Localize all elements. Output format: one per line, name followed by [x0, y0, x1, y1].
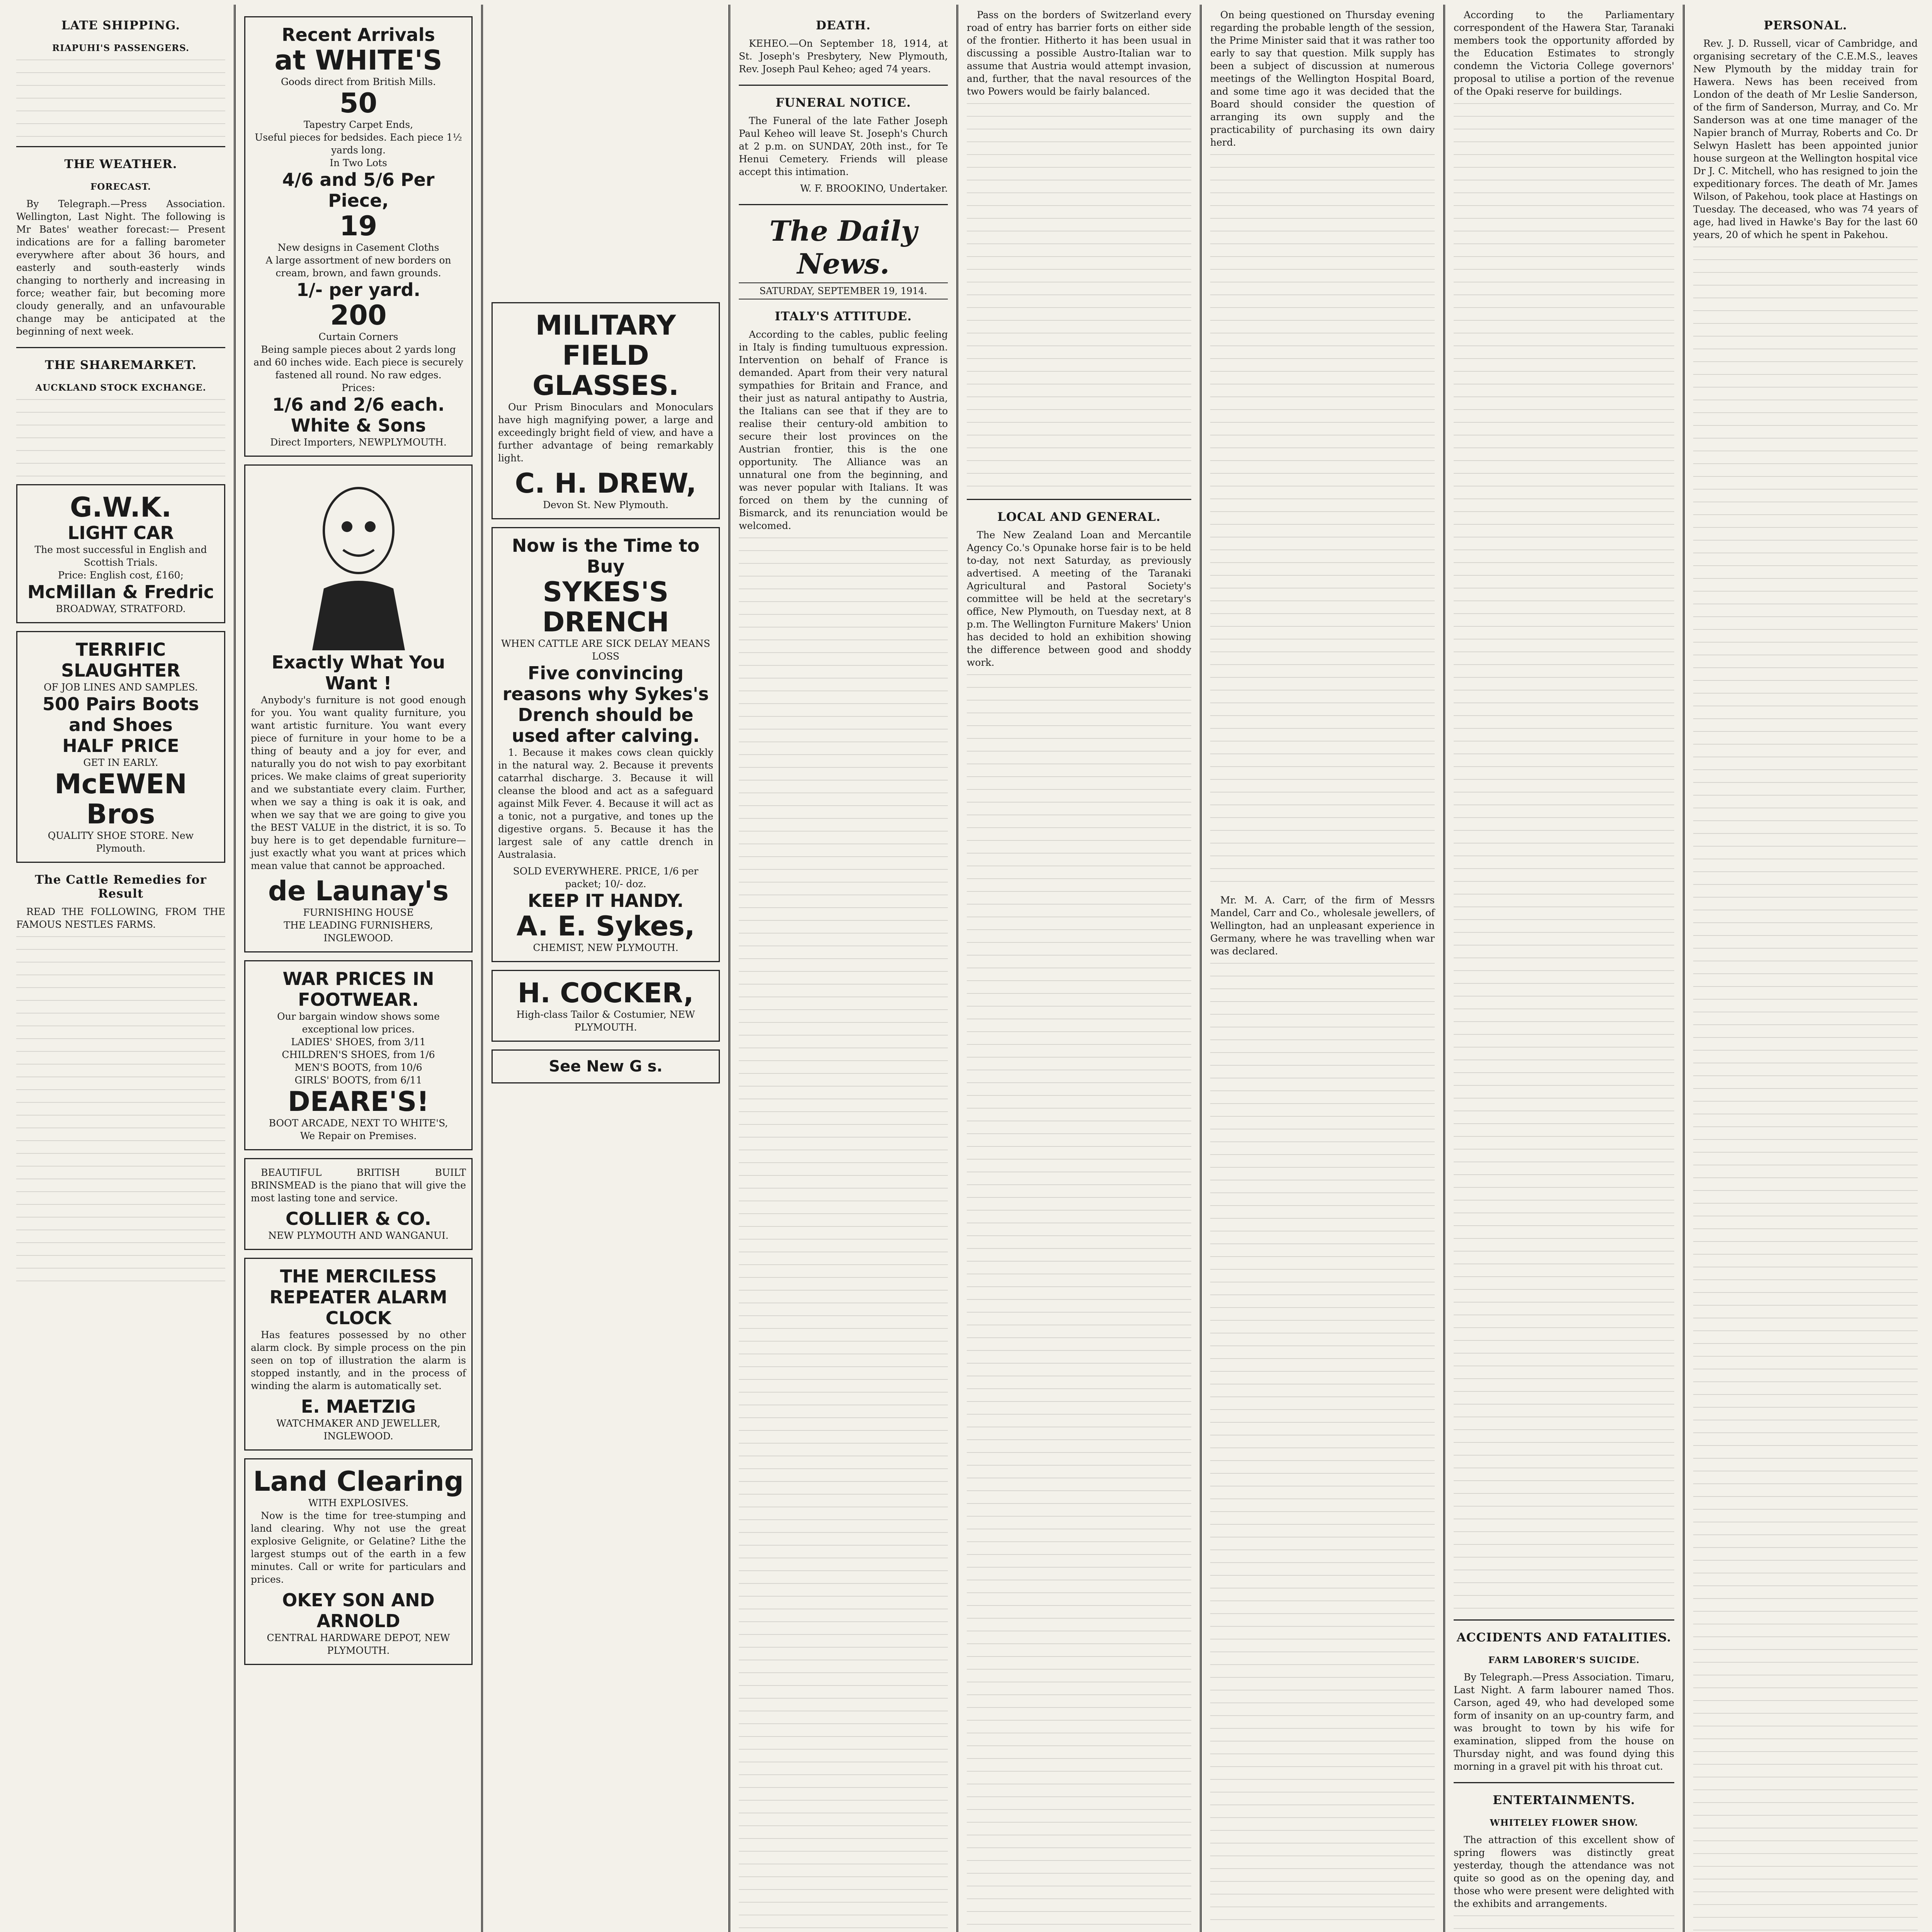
column-2 — [236, 5, 483, 1932]
cocker-ad — [492, 970, 720, 1042]
weather-subheading: FORECAST. — [90, 182, 151, 192]
military-text: Our Prism Binoculars and Monoculars have high magnifying power, a large and exceedingly bright field of view, and have a further advantage of being remarkably light. — [498, 401, 713, 464]
ladies-price: LADIES' SHOES, from 3/11 — [291, 1036, 426, 1048]
divider — [1454, 1782, 1674, 1783]
text-block — [739, 537, 948, 1932]
land-ad — [244, 1458, 473, 1665]
twolots-text: In Two Lots — [330, 157, 387, 168]
mcmillan-address: BROADWAY, STRATFORD. — [56, 603, 186, 614]
sharemarket-heading: THE SHAREMARKET. — [45, 358, 197, 372]
text-block — [1210, 963, 1435, 1932]
col6-text: On being questioned on Thursday evening regarding the probable length of the session, the Prime Minister said that it was rather too early to say that question. Milk supply has been a subject of discussion at numerous meetings of the Wellington Hospital Board, and some time ago it was decided that the Board should consider the question of arranging its own supply and the practicability of purchasing its own dairy herd. — [1210, 9, 1435, 148]
mens-price: MEN'S BOOTS, from 10/6 — [294, 1062, 422, 1073]
sick-text: WHEN CATTLE ARE SICK DELAY MEANS LOSS — [501, 638, 711, 662]
text-block — [16, 399, 225, 476]
sykes-name: A. E. Sykes, — [516, 910, 695, 942]
text-block — [1454, 103, 1674, 1610]
text-block — [16, 936, 225, 1284]
maetzig-title: E. MAETZIG — [301, 1396, 416, 1417]
nowtime-title: Now is the Time to Buy — [512, 535, 700, 577]
borders-text: A large assortment of new borders on cream, brown, and fawn grounds. — [265, 255, 451, 279]
column-5 — [958, 5, 1202, 1932]
text-block — [16, 60, 225, 137]
repair-text: We Repair on Premises. — [300, 1130, 417, 1141]
explosives-text: WITH EXPLOSIVES. — [308, 1497, 409, 1509]
mcmillan-name: McMillan & Fredric — [27, 582, 214, 602]
whites-title: at WHITE'S — [274, 44, 442, 76]
deares-ad — [244, 960, 473, 1150]
delaunay-text: Anybody's furniture is not good enough for you. You want quality furniture, you want artistic furniture. You want every piece of furniture in your home to be a thing of beauty and a joy for ever, and naturally you do not wish to pay exorbitant prices. We make claims of great superiority and we substantiate every claim. Further, when we say a thing is oak it is oak, and when we say that we are going to give you the BEST VALUE in the district, it is so. To buy here is to get dependable furniture—just exactly what you want at prices which mean value that cannot be approached. — [251, 694, 466, 871]
number-50: 50 — [339, 87, 378, 119]
drew-title: C. H. DREW, — [515, 468, 697, 499]
entertainments-heading: ENTERTAINMENTS. — [1493, 1793, 1635, 1807]
weather-heading: THE WEATHER. — [64, 157, 177, 171]
fieldglasses-ad — [492, 302, 720, 519]
importers-text: Direct Importers, NEWPLYMOUTH. — [270, 437, 447, 448]
cocker-title: H. COCKER, — [517, 977, 694, 1009]
masthead: The Daily News. — [769, 214, 917, 280]
slaughter-subtitle: OF JOB LINES AND SAMPLES. — [44, 682, 198, 693]
useful-text: Useful pieces for bedsides. Each piece 1½ yards long. — [255, 132, 462, 156]
divider — [739, 204, 948, 205]
curtain-text: Being sample pieces about 2 yards long and 60 inches wide. Each piece is securely fastened all round. No raw edges. — [253, 344, 463, 381]
military-title: MILITARY FIELD GLASSES. — [532, 310, 679, 401]
furnishers-text: THE LEADING FURNISHERS, INGLEWOOD. — [284, 920, 433, 944]
accidents-heading: ACCIDENTS AND FATALITIES. — [1456, 1631, 1672, 1645]
death-heading: DEATH. — [816, 19, 871, 32]
sold-text: SOLD EVERYWHERE. PRICE, 1/6 per packet; 10/- doz. — [513, 866, 699, 889]
warprices-title: WAR PRICES IN FOOTWEAR. — [282, 968, 434, 1010]
deares-title: DEARE'S! — [287, 1086, 429, 1117]
whites-ad — [244, 16, 473, 457]
land-text: Now is the time for tree-stumping and land clearing. Why not use the great explosive Gelignite, or Gelatine? Lithe the largest stumps out of the earth in a few minutes. Call or write for particulars and prices. — [251, 1510, 466, 1585]
brinsmead-text: BEAUTIFUL BRITISH BUILT BRINSMEAD is the piano that will give the most lasting tone and service. — [251, 1167, 466, 1204]
col5-text: Pass on the borders of Switzerland every road of entry has barrier forts on either side of the frontier. Hitherto it has been usual in discussing a possible Austro-Italian war to assume that Austria would attempt invasion, and, further, that the naval resources of the two Powers would be fairly balanced. — [967, 9, 1191, 97]
flower-text: The attraction of this excellent show of spring flowers was distinctly great yesterday, though the attendance was not quite so good as on the opening day, and those who were present were delighted with the exhibits and arrangements. — [1454, 1834, 1674, 1909]
five-reasons-title: Five convincing reasons why Sykes's Drench should be used after calving. — [502, 663, 709, 746]
girls-price: GIRLS' BOOTS, from 6/11 — [294, 1075, 422, 1086]
col7-text: According to the Parliamentary correspondent of the Hawera Star, Taranaki members took the opportunity afforded by the Education Estimates to strongly condemn the Victoria College governors' proposal to utilise a portion of the revenue of the Opaki reserve for buildings. — [1454, 9, 1674, 97]
merciless-title: THE MERCILESS REPEATER ALARM CLOCK — [269, 1266, 447, 1328]
divider — [739, 85, 948, 86]
whitesons-title: White & Sons — [291, 415, 426, 436]
italy-text: According to the cables, public feeling in Italy is finding tumultuous expression. Intervention on behalf of France is demanded. Apart from their very natural sympathies for Britain and France, and their just as natural antipathy to Austria, the Italians can see that if they are to realise their century-old ambition to secure their lost provinces on the Austrian frontier, this is the one opportunity. The Alliance was an unnatural one from the beginning, and was never popular with Italians. It was forced on them by the cunning of Bismarck, and its renunciation would be welcomed. — [739, 329, 948, 531]
sykes-ad — [492, 527, 720, 962]
landclearing-title: Land Clearing — [253, 1466, 464, 1497]
delaunay-ad — [244, 464, 473, 952]
column-6 — [1202, 5, 1445, 1932]
shipping-heading: LATE SHIPPING. — [61, 19, 180, 32]
dateline: SATURDAY, SEPTEMBER 19, 1914. — [739, 282, 948, 299]
reasons-text: 1. Because it makes cows clean quickly in the natural way. 2. Because it prevents catarrhal discharge. 3. Because it will cleanse the blood and act as a safeguard against Milk Fever. 4. Because it will act as a tonic, not a purgative, and tones up the digestive organs. 5. Because it has the largest sale of any cattle drench in Australasia. — [498, 747, 713, 860]
boots-title: 500 Pairs Boots and Shoes — [42, 694, 199, 735]
okey-subtitle: CENTRAL HARDWARE DEPOT, NEW PLYMOUTH. — [267, 1632, 450, 1656]
maetzig-subtitle: WATCHMAKER AND JEWELLER, INGLEWOOD. — [276, 1418, 440, 1442]
divider — [16, 146, 225, 147]
column-8 — [1685, 5, 1926, 1932]
cattle-text: READ THE FOLLOWING, FROM THE FAMOUS NESTLES FARMS. — [16, 906, 225, 930]
local-heading: LOCAL AND GENERAL. — [997, 510, 1161, 524]
number-19: 19 — [339, 210, 378, 242]
flower-heading: WHITELEY FLOWER SHOW. — [1490, 1818, 1638, 1828]
personal-text: Rev. J. D. Russell, vicar of Cambridge, and organising secretary of the C.E.M.S., leaves New Plymouth by the midday train for Hawera. News has been received from London of the death of Mr Leslie Sanderson, of the firm of Sanderson, Murray, and Co. Mr Sanderson was at one time manager of the Napier branch of Murray, Roberts and Co. Dr Selwyn Haslett has been appointed junior house surgeon at the Wellington hospital vice Dr J. C. Mitchell, who has resigned to join the expeditionary forces. The death of Mr. James Wilson, of Pakehou, took place at Hastings on Tuesday. The deceased, who was 74 years of age, had lived in Hawke's Bay for the last 60 years, 20 of which he spent in Pakehou. — [1693, 38, 1918, 240]
curtain-title: Curtain Corners — [318, 331, 398, 342]
col6-text-2: Mr. M. A. Carr, of the firm of Messrs Mandel, Carr and Co., wholesale jewellers, of Wellington, had an unpleasant experience in Germany, where he was travelling when war was declared. — [1210, 895, 1435, 957]
delaunay-title: de Launay's — [268, 875, 449, 907]
slaughter-title: SLAUGHTER — [61, 660, 180, 681]
cocker-subtitle: High-class Tailor & Costumier, NEW PLYMOUTH. — [516, 1009, 695, 1033]
okey-title: OKEY SON AND ARNOLD — [282, 1590, 435, 1631]
column-7 — [1445, 5, 1685, 1932]
furnishing-text: FURNISHING HOUSE — [303, 907, 414, 918]
farm-text: By Telegraph.—Press Association. Timaru, Last Night. A farm labourer named Thos. Carson, aged 49, who had developed some form of insanity on an up-country farm, and was brought to town by his wife for examination, slipped from the house on Thursday night, and was found dying this morning in a gravel pit with his throat cut. — [1454, 1672, 1674, 1772]
number-200: 200 — [330, 299, 387, 331]
local-text: The New Zealand Loan and Mercantile Agency Co.'s Opunake horse fair is to be held to-day, not next Saturday, as previously advertised. A meeting of the Taranaki Agricultural and Pastoral Society's committee will be held at the secretary's office, New Plymouth, on Tuesday next, at 8 p.m. The Wellington Furniture Makers' Union has decided to hold an exhibition showing the difference between good and shoddy work. — [967, 529, 1191, 668]
gwk-title: G.W.K. — [70, 492, 172, 523]
man-portrait-illustration — [289, 473, 428, 650]
recent-arrivals: Recent Arrivals — [282, 24, 435, 45]
goods-text: Goods direct from British Mills. — [281, 76, 436, 87]
bootarcade-text: BOOT ARCADE, NEXT TO WHITE'S, — [269, 1117, 448, 1129]
gwk-price: Price: English cost, £160; — [58, 570, 184, 581]
collier-subtitle: NEW PLYMOUTH AND WANGANUI. — [268, 1230, 449, 1241]
price-text: 4/6 and 5/6 Per Piece, — [282, 169, 435, 211]
divider — [967, 499, 1191, 500]
text-block — [1210, 154, 1435, 888]
divider — [16, 347, 225, 348]
newspaper-page — [8, 5, 1926, 1932]
text-block — [967, 674, 1191, 1932]
collier-title: COLLIER & CO. — [286, 1208, 431, 1229]
farm-heading: FARM LABORER'S SUICIDE. — [1488, 1655, 1640, 1665]
bargain-text: Our bargain window shows some exceptional low prices. — [277, 1011, 440, 1035]
text-block — [1693, 247, 1918, 1932]
mcewen-title: McEWEN Bros — [54, 768, 187, 830]
terrific-title: TERRIFIC — [75, 639, 166, 660]
italy-heading: ITALY'S ATTITUDE. — [775, 310, 912, 323]
seenew-text: See New G s. — [492, 1049, 720, 1083]
mcewen-subtitle: QUALITY SHOE STORE. New Plymouth. — [48, 830, 194, 854]
death-text: KEHEO.—On September 18, 1914, at St. Joseph's Presbytery, New Plymouth, Rev. Joseph Paul Keheo; aged 74 years. — [739, 38, 948, 75]
lightcar-title: LIGHT CAR — [68, 522, 174, 543]
text-block — [1454, 1915, 1674, 1932]
column-3 — [483, 5, 730, 1932]
text-block — [967, 103, 1191, 490]
clock-text: Has features possessed by no other alarm clock. By simple process on the pin seen on top of illustration the alarm is stopped instantly, and in the process of winding the alarm is automatically set. — [251, 1329, 466, 1391]
chemist-text: CHEMIST, NEW PLYMOUTH. — [533, 942, 679, 953]
cattle-heading: The Cattle Remedies for Result — [35, 873, 207, 901]
shipping-subheading: RIAPUHI'S PASSENGERS. — [52, 43, 190, 53]
halfprice-title: HALF PRICE — [62, 735, 179, 756]
peryard-text: 1/- per yard. — [296, 279, 420, 300]
funeral-text: The Funeral of the late Father Joseph Paul Keheo will leave St. Joseph's Church at 2 p.m. on SUNDAY, 20th inst., for Te Henui Cemetery. Friends will please accept this intimation. — [739, 115, 948, 177]
undertaker-text: W. F. BROOKINO, Undertaker. — [800, 183, 948, 194]
column-4 — [730, 5, 958, 1932]
gwk-ad — [16, 484, 225, 623]
slaughter-ad — [16, 631, 225, 863]
children-price: CHILDREN'S SHOES, from 1/6 — [282, 1049, 435, 1060]
prices-text: 1/6 and 2/6 each. — [272, 394, 445, 415]
divider — [1454, 1619, 1674, 1621]
tapestry-text: Tapestry Carpet Ends, — [303, 119, 413, 130]
getearly-text: GET IN EARLY. — [83, 757, 158, 768]
funeral-heading: FUNERAL NOTICE. — [776, 96, 911, 110]
brinsmead-ad — [244, 1158, 473, 1250]
keep-title: KEEP IT HANDY. — [527, 890, 684, 911]
clock-ad — [244, 1258, 473, 1451]
gwk-text: The most successful in English and Scottish Trials. — [34, 544, 207, 568]
personal-heading: PERSONAL. — [1764, 19, 1847, 32]
newdesigns-text: New designs in Casement Cloths — [277, 242, 439, 253]
prices-label: Prices: — [342, 382, 375, 393]
exactly-title: Exactly What You Want ! — [271, 652, 446, 694]
drew-subtitle: Devon St. New Plymouth. — [543, 499, 669, 510]
weather-text: By Telegraph.—Press Association. Wellington, Last Night. The following is Mr Bates' weather forecast:— Present indications are for a falling barometer everywhere after about 36 hours, and easterly and south-easterly winds changing to northerly and increasing in force; weather fair, but becoming more cloudy generally, and an unfavourable change may be anticipated at the beginning of next week. — [16, 198, 225, 337]
column-1 — [8, 5, 236, 1932]
sykes-title: SYKES'S DRENCH — [542, 576, 669, 638]
sharemarket-subheading: AUCKLAND STOCK EXCHANGE. — [35, 383, 206, 393]
